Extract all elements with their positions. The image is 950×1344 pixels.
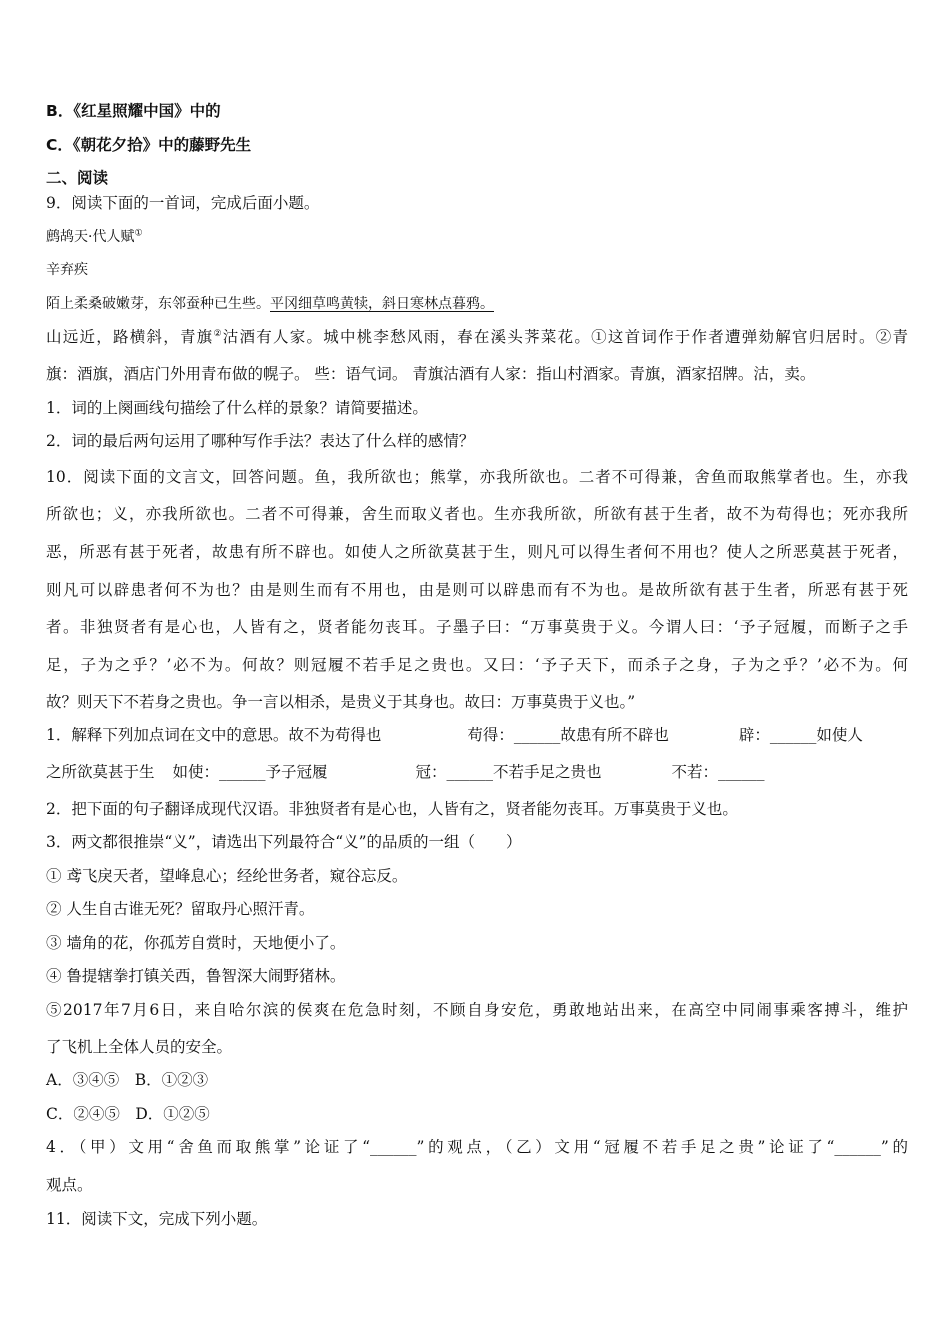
poem-line-2-a: 山远近，路横斜，青旗 bbox=[46, 328, 214, 346]
section-title: 二、阅读 bbox=[46, 169, 109, 187]
q10-opt3: ③ 墙角的花，你孤芳自赏时，天地便小了。 bbox=[46, 934, 346, 952]
q10-passage-line-7: 故？则天下不若身之贵也。争一言以相杀，是贵义于其身也。故曰：万事莫贵于义也。” bbox=[46, 693, 636, 711]
q10-passage-line-1: 10．阅读下面的文言文，回答问题。鱼，我所欲也；熊掌，亦我所欲也。二者不可得兼，舍鱼而取熊掌者也。生，亦我 bbox=[46, 468, 908, 486]
q10-sub1-line-2 bbox=[46, 762, 908, 782]
q10-sub3: 3．两文都很推崇“义”，请选出下列最符合“义”的品质的一组（ ） bbox=[46, 833, 522, 851]
q10-passage-line-3: 恶，所恶有甚于死者，故患有所不辟也。如使人之所欲莫甚于生，则凡可以得生者何不用也？使人之所恶莫甚于死者， bbox=[46, 543, 908, 561]
q10-sub4-line-1: 4．（甲）文用“舍鱼而取熊掌”论证了“______”的观点，（乙）文用“冠履不若手足之贵”论证了“______”的 bbox=[46, 1138, 908, 1156]
sub1-e: 如使：______予子冠履 bbox=[172, 763, 328, 781]
poem-title-text: 鹧鸪天·代人赋 bbox=[46, 229, 135, 245]
poem-line-2-b: 沽酒有人家。城中桃李愁风雨，春在溪头荠菜花。①这首词作于作者遭弹劾解官归居时。②青 bbox=[222, 328, 908, 346]
q10-opt5-line-1: ⑤2017年7月6日，来自哈尔滨的侯爽在危急时刻，不顾自身安危，勇敢地站出来，在高空中同闹事乘客搏斗，维护 bbox=[46, 1001, 908, 1019]
poem-author: 辛弃疾 bbox=[46, 262, 88, 278]
poem-line-2-note: ② bbox=[213, 328, 223, 339]
sub1-b: 苟得：______故患有所不辟也 bbox=[467, 726, 669, 744]
sub1-g: 不若：______ bbox=[671, 763, 765, 781]
q10-sub2: 2．把下面的句子翻译成现代汉语。非独贤者有是心也，人皆有之，贤者能勿丧耳。万事莫贵于义也。 bbox=[46, 800, 738, 818]
sub1-a: 1．解释下列加点词在文中的意思。故不为苟得也 bbox=[46, 726, 382, 744]
sub1-d: 之所欲莫甚于生 bbox=[46, 763, 155, 781]
q9-sub2: 2．词的最后两句运用了哪种写作手法？表达了什么样的感情？ bbox=[46, 432, 475, 450]
poem-notes: 旗：酒旗，酒店门外用青布做的幌子。 些：语气词。 青旗沽酒有人家：指山村酒家。青旗，酒家招牌。沽，卖。 bbox=[46, 365, 816, 383]
option-c: C．《朝花夕拾》中的藤野先生 bbox=[46, 136, 252, 154]
option-b: B．《红星照耀中国》中的 bbox=[46, 102, 221, 120]
sub1-f: 冠：______不若手足之贵也 bbox=[415, 763, 602, 781]
q10-opt5-line-2: 了飞机上全体人员的安全。 bbox=[46, 1038, 233, 1056]
q10-passage-line-4: 则凡可以辟患者何不为也？由是则生而有不用也，由是则可以辟患而有不为也。是故所欲有甚于生者，所恶有甚于死 bbox=[46, 581, 908, 599]
q10-passage-line-2: 所欲也；义，亦我所欲也。二者不可得兼，舍生而取义者也。生亦我所欲，所欲有甚于生者，故不为苟得也；死亦我所 bbox=[46, 505, 908, 523]
poem-title-note: ① bbox=[134, 228, 143, 239]
q10-passage-line-5: 者。非独贤者有是心也，人皆有之，贤者能勿丧耳。子墨子曰：“万事莫贵于义。今谓人曰：‘予子冠履，而断子之手 bbox=[46, 618, 908, 636]
q11-intro: 11．阅读下文，完成下列小题。 bbox=[46, 1210, 268, 1228]
poem-line-1-underlined: 平冈细草鸣黄犊，斜日寒林点暮鸦。 bbox=[270, 296, 494, 312]
q9-sub1: 1．词的上阕画线句描绘了什么样的景象？请简要描述。 bbox=[46, 399, 428, 417]
poem-line-1 bbox=[46, 294, 908, 314]
q10-answers-ab: A．③④⑤ B．①②③ bbox=[46, 1071, 209, 1089]
poem-line-1-text: 陌上柔桑破嫩芽，东邻蚕种已生些。 bbox=[46, 296, 270, 312]
q10-opt4: ④ 鲁提辖拳打镇关西，鲁智深大闹野猪林。 bbox=[46, 967, 346, 985]
q10-opt1: ① 鸢飞戾天者，望峰息心；经纶世务者，窥谷忘反。 bbox=[46, 867, 408, 885]
poem-title bbox=[46, 227, 908, 247]
q10-opt2: ② 人生自古谁无死？留取丹心照汗青。 bbox=[46, 900, 315, 918]
q10-answers-cd: C．②④⑤ D．①②⑤ bbox=[46, 1105, 210, 1123]
q10-sub4-line-2: 观点。 bbox=[46, 1176, 93, 1194]
q10-passage-line-6: 足，子为之乎？’必不为。何故？则冠履不若手足之贵也。又曰：‘予子天下，而杀子之身，子为之乎？’必不为。何 bbox=[46, 656, 908, 674]
sub1-c: 辟：______如使人 bbox=[738, 726, 863, 744]
q9-intro: 9．阅读下面的一首词，完成后面小题。 bbox=[46, 194, 320, 212]
q10-sub1-line-1 bbox=[46, 725, 908, 745]
poem-line-2 bbox=[46, 327, 908, 347]
